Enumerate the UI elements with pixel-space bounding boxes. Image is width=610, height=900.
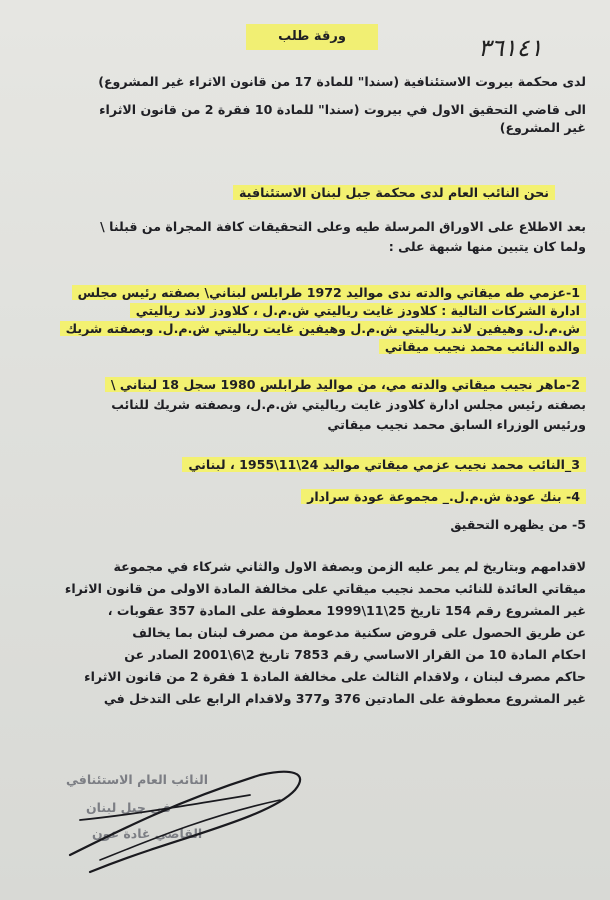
body-line: ميقاتي العائدة للنائب محمد نجيب ميقاتي على مخالفة المادة الاولى من قانون الاثراء — [64, 581, 586, 596]
judge-line-2: غير المشروع) — [499, 120, 586, 135]
prosecutor-heading: نحن النائب العام لدى محكمة جبل لبنان الاستئنافية — [24, 184, 555, 202]
paragraph-line: بعد الاطلاع على الاوراق المرسلة طيه وعلى التحقيقات كافة المجراة من قبلنا \ — [100, 219, 586, 234]
suspect-2-line: بصفته رئيس مجلس ادارة كلاودز غايت رياليتي ش.م.ل، وبصفته شريك للنائب — [111, 397, 586, 412]
body-line: غير المشروع معطوفة على المادتين 376 و377 ولاقدام الرابع على التدخل في — [103, 691, 586, 706]
body-line: عن طريق الحصول على قروض سكنية مدعومة من مصرف لبنان بما يخالف — [132, 625, 586, 640]
judge-line-1: الى قاضي التحقيق الاول في بيروت (سندا" للمادة 10 فقرة 2 من قانون الاثراء — [99, 102, 586, 117]
suspect-1-line: 1-عزمي طه ميقاتي والدته ندى مواليد 1972 طرابلس لبناني\ بصفته رئيس مجلس — [24, 284, 586, 302]
reference-number: ٣٦١٤١ — [478, 34, 543, 62]
suspect-5-line: 5- من يظهره التحقيق — [450, 517, 586, 532]
handwritten-signature — [60, 760, 320, 880]
body-line: احكام المادة 10 من القرار الاساسي رقم 7853 تاريخ 2\6\2001 الصادر عن — [124, 647, 586, 662]
suspect-3-line: 3_النائب محمد نجيب عزمي ميقاتي مواليد 24\11\1955 ، لبناني — [24, 456, 586, 474]
suspect-4-line: 4- بنك عودة ش.م.ل._ مجموعة عودة سرادار — [24, 488, 586, 506]
suspect-2-line: ورئيس الوزراء السابق محمد نجيب ميقاتي — [327, 417, 586, 432]
court-line: لدى محكمة بيروت الاستئنافية (سندا" للمادة 17 من قانون الاثراء غير المشروع) — [98, 74, 586, 89]
signature-judge: القاضي غادة عون — [92, 826, 203, 841]
paragraph-line: ولما كان يتبين منها شبهة على : — [388, 239, 586, 254]
suspect-1-line: ادارة الشركات التالية : كلاودز غايت رياليتي ش.م.ل ، كلاودز لاند رياليتي — [24, 302, 586, 320]
signature-title: النائب العام الاستئنافي — [66, 772, 209, 787]
suspect-1-line: ش.م.ل. وهيفين لاند رياليتي ش.م.ل وهيفين غايت رياليتي ش.م.ل. وبصفته شريك — [24, 320, 586, 338]
body-line: غير المشروع رقم 154 تاريخ 25\11\1999 معطوفة على المادة 357 عقوبات ، — [107, 603, 586, 618]
body-line: حاكم مصرف لبنان ، ولاقدام الثالث على مخالفة المادة 1 فقرة 2 من قانون الاثراء — [84, 669, 586, 684]
signature-region: في جبل لبنان — [86, 800, 172, 815]
document-title: ورقة طلب — [246, 24, 378, 50]
suspect-1-line: والده النائب محمد نجيب ميقاتي — [24, 338, 586, 356]
body-line: لاقدامهم وبتاريخ لم يمر عليه الزمن وبصفة الاول والثاني شركاء في مجموعة — [113, 559, 586, 574]
suspect-2-line: 2-ماهر نجيب ميقاتي والدته مي، من مواليد طرابلس 1980 سجل 18 لبناني \ — [24, 376, 586, 394]
